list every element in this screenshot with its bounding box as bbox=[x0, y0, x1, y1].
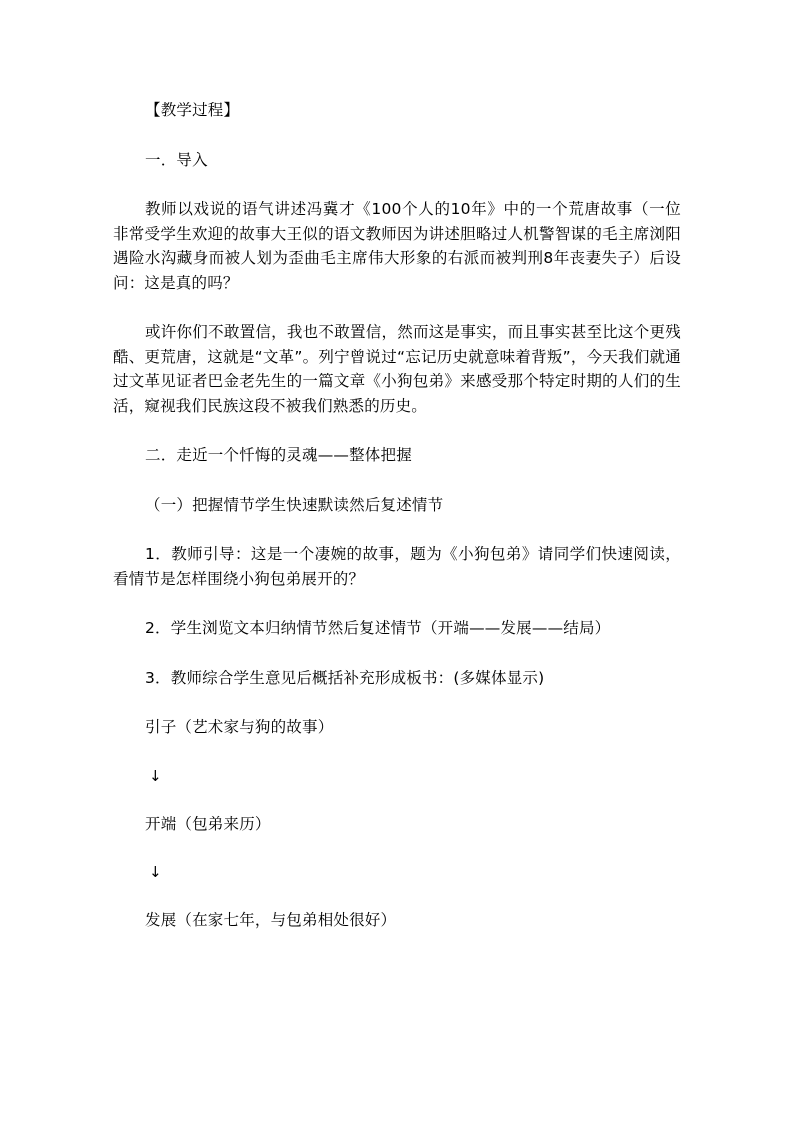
part2-heading: 二．走近一个忏悔的灵魂——整体把握 bbox=[145, 446, 412, 464]
subsection1-heading: （一）把握情节学生快速默读然后复述情节 bbox=[145, 495, 444, 514]
section-title: 【教学过程】 bbox=[145, 101, 240, 119]
list-item-1: 1．教师引导：这是一个凄婉的故事，题为《小狗包弟》请同学们快速阅读，看情节是怎样围绕小狗包弟展开的？ bbox=[113, 545, 681, 588]
flow-step-intro: 引子（艺术家与狗的故事） bbox=[145, 718, 334, 736]
paragraph-intro-story: 教师以戏说的语气讲述冯冀才《100个人的10年》中的一个荒唐故事（一位非常受学生欢迎的故事大王似的语文教师因为讲述胆略过人机警智谋的毛主席浏阳遇险水沟藏身而被人划为歪曲毛主席伟大形象的右派而被判刑8年丧妻失子）后设问：这是真的吗？ bbox=[113, 200, 681, 292]
flow-arrow-down-icon: ↓ bbox=[149, 863, 162, 881]
flow-step-beginning: 开端（包弟来历） bbox=[145, 814, 271, 833]
flow-step-development: 发展（在家七年，与包弟相处很好） bbox=[145, 911, 397, 929]
list-item-3: 3．教师综合学生意见后概括补充形成板书：(多媒体显示) bbox=[145, 668, 545, 687]
list-item-2: 2．学生浏览文本归纳情节然后复述情节（开端——发展——结局） bbox=[145, 619, 611, 637]
part1-heading: 一．导入 bbox=[145, 150, 208, 169]
paragraph-history: 或许你们不敢置信，我也不敢置信，然而这是事实，而且事实甚至比这个更残酷、更荒唐，这就是“文革”。列宁曾说过“忘记历史就意味着背叛”，今天我们就通过文革见证者巴金老先生的一篇文章《小狗包弟》来感受那个特定时期的人们的生活，窥视我们民族这段不被我们熟悉的历史。 bbox=[113, 323, 681, 415]
document-body bbox=[113, 98, 681, 933]
flow-arrow-down-icon: ↓ bbox=[149, 766, 162, 785]
